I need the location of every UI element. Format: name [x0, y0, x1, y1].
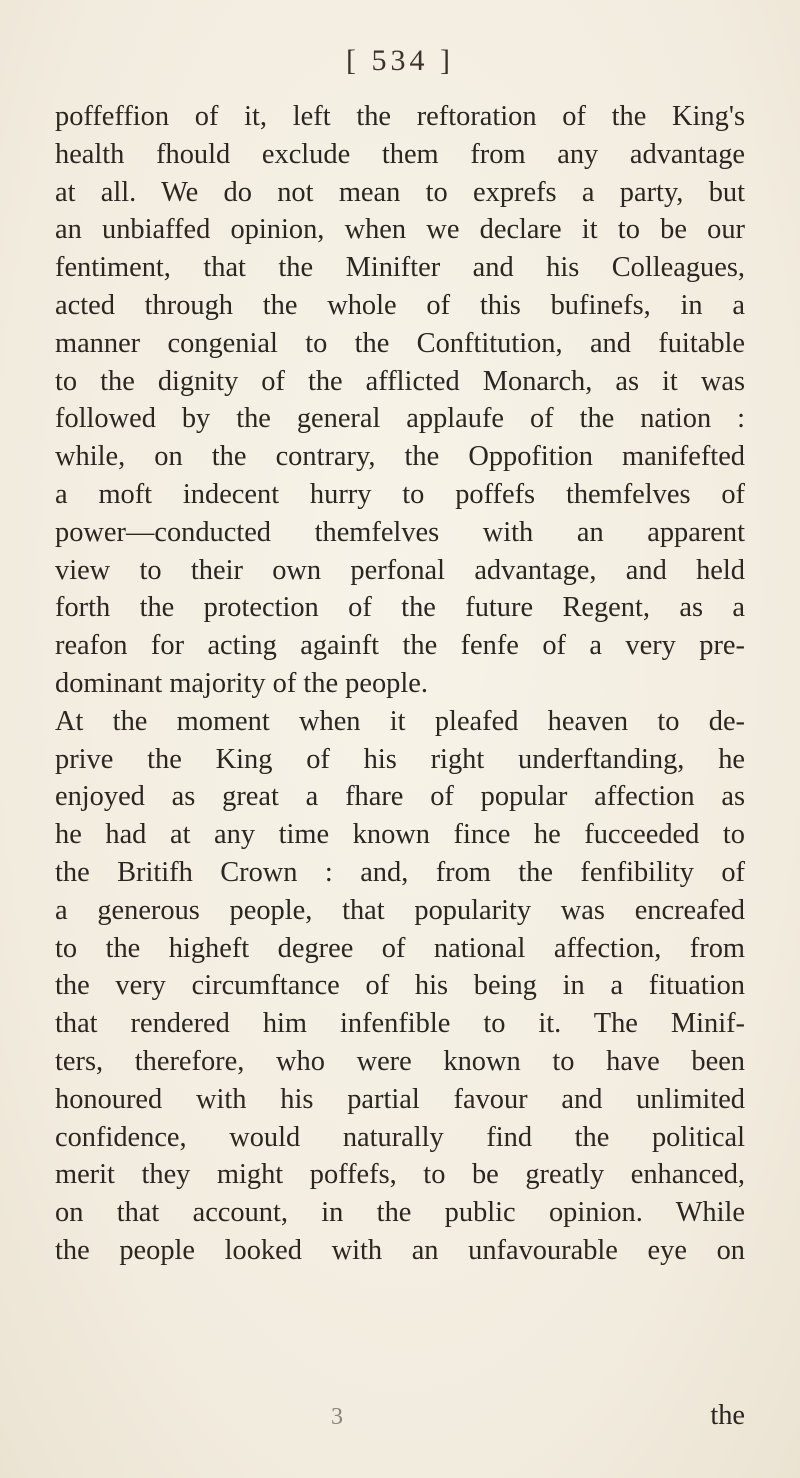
paragraph-end-line: dominant majority of the people. [55, 667, 428, 699]
text-line: that rendered him infenfible to it. The Minif- [55, 1008, 745, 1040]
text-line: forth the protection of the future Regent, as a [55, 592, 745, 624]
text-line: a generous people, that popularity was encreafed [55, 894, 745, 926]
page-number-header: [ 534 ] [346, 44, 454, 77]
text-line: fentiment, that the Minifter and his Colleagues, [55, 252, 745, 284]
text-line: an unbiaffed opinion, when we declare it to be our [55, 214, 745, 246]
text-line: he had at any time known fince he fucceeded to [55, 819, 745, 851]
text-line: acted through the whole of this bufinefs, in a [55, 289, 745, 321]
text-line: the people looked with an unfavourable eye on [55, 1234, 745, 1266]
text-line: power—conducted themfelves with an apparent [55, 516, 745, 548]
text-line: merit they might poffefs, to be greatly enhanced, [55, 1159, 745, 1191]
text-line: confidence, would naturally find the political [55, 1121, 745, 1153]
text-line: reafon for acting againft the fenfe of a very pre- [55, 630, 745, 662]
body-text [55, 98, 745, 1270]
text-line: followed by the general applaufe of the nation : [55, 403, 745, 435]
text-line: the Britifh Crown : and, from the fenfibility of [55, 856, 745, 888]
text-line: poffeffion of it, left the reftoration of the King's [55, 101, 745, 132]
text-line: enjoyed as great a fhare of popular affection as [55, 781, 745, 813]
page-footer [55, 1400, 745, 1440]
signature-mark: 3 [331, 1404, 343, 1430]
text-line: honoured with his partial favour and unlimited [55, 1083, 745, 1115]
text-line: to the higheft degree of national affection, from [55, 932, 745, 964]
text-line: to the dignity of the afflicted Monarch, as it was [55, 365, 745, 397]
text-line: at all. We do not mean to exprefs a party, but [55, 176, 745, 208]
text-line: manner congenial to the Conftitution, and fuitable [55, 327, 745, 359]
text-line: on that account, in the public opinion. While [55, 1197, 745, 1229]
text-line: a moft indecent hurry to poffefs themfelves of [55, 478, 745, 510]
text-line: while, on the contrary, the Oppofition manifefted [55, 441, 745, 473]
catchword: the [710, 1400, 745, 1431]
text-line: health fhould exclude them from any advantage [55, 138, 745, 170]
text-line: view to their own perfonal advantage, and held [55, 554, 745, 586]
text-line: the very circumftance of his being in a fituation [55, 970, 745, 1002]
paragraph-start-line: At the moment when it pleafed heaven to de- [55, 705, 745, 737]
text-line: ters, therefore, who were known to have been [55, 1045, 745, 1077]
text-line: prive the King of his right underftanding, he [55, 743, 745, 775]
